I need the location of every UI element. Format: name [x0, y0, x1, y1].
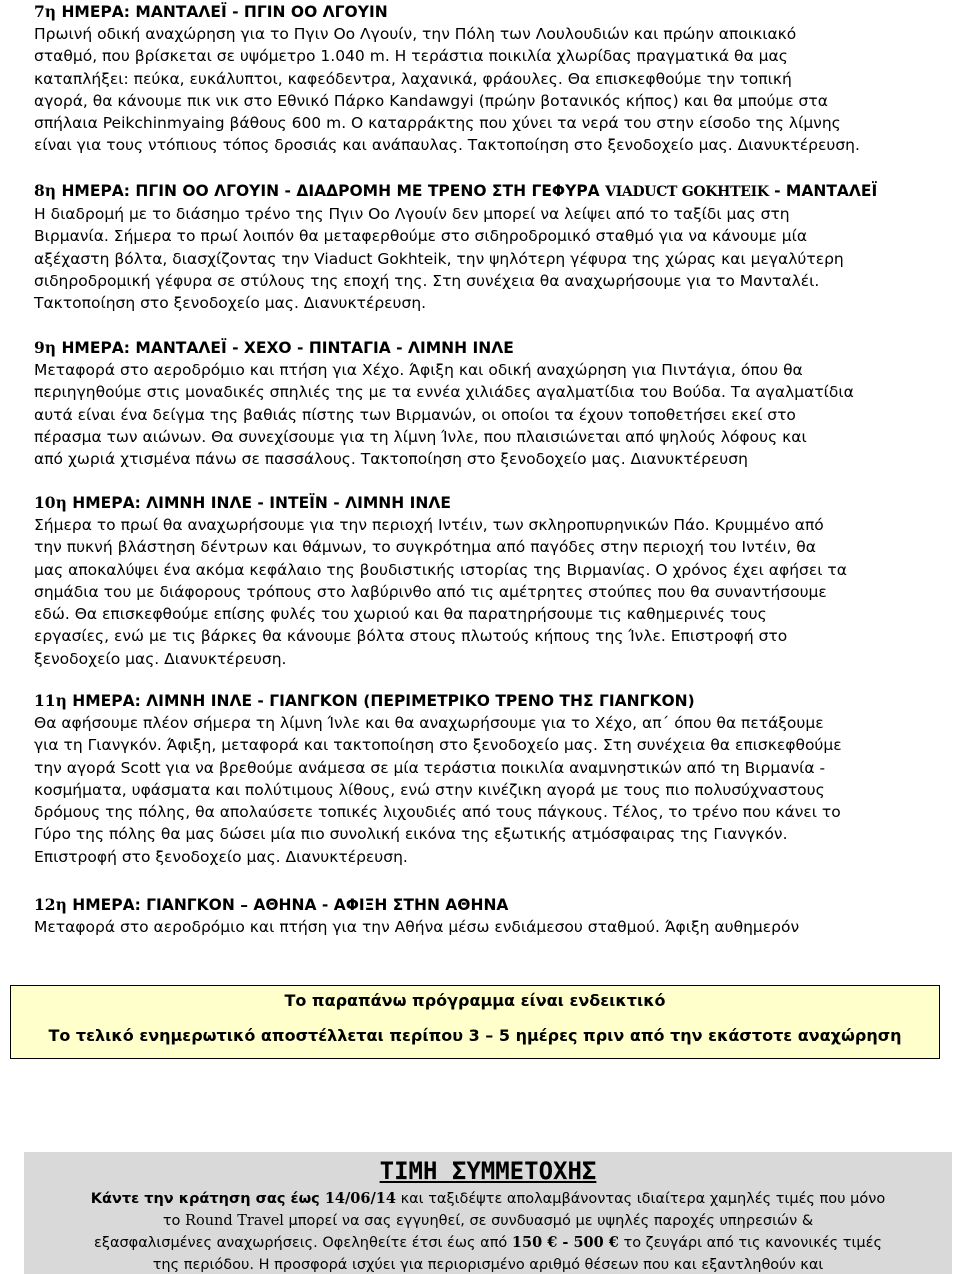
text-line: σπήλαια Peikchinmyaing βάθους 600 m. Ο καταρράκτης που χύνει τα νερά του στην είσοδο της λίμνης — [34, 114, 841, 133]
booking-deadline-date: 14/06/14 — [324, 1190, 396, 1207]
text-line: κοσμήματα, υφάσματα και πολύτιμους λίθους, ενώ στην κινέζικη αγορά με τους πιο πολυσύχναστους — [34, 780, 825, 799]
day-9-section — [34, 337, 937, 470]
text-line: την αγορά Scott για να βρεθούμε ανάμεσα σε μία τεράστια ποικιλία αναμνηστικών από τη Βιρμανία - — [34, 758, 826, 777]
discount-range: 150 € - 500 € — [511, 1234, 619, 1251]
text-line: περιηγηθούμε στις μοναδικές σπηλιές της με τα εννέα χιλιάδες αγαλματίδια του Βούδα. Τα αγαλματίδια — [34, 383, 854, 402]
day-12-heading — [34, 894, 937, 916]
text-line: δρόμους της πόλης, θα απολαύσετε τοπικές λιχουδιές από τους πάγκους. Τέλος, το τρένο που κάνει το — [34, 803, 841, 822]
text-line: σημάδια του με διάφορους τρόπους στο λαβύρινθο από τις αμέτρητες στούπες που θα συναντήσουμε — [34, 582, 827, 601]
day-heading-text: ΗΜΕΡΑ: ΓΙΑΝΓΚΟΝ – ΑΘΗΝΑ - ΑΦΙΞΗ ΣΤΗΝ ΑΘΗΝΑ — [66, 896, 509, 914]
day-heading-latin: VIADUCT GOKHTEIK — [605, 184, 769, 200]
day-7-heading — [34, 1, 937, 23]
text-line: είναι για τους ντόπιους τόπος δροσιάς και ανάπαυλας. Τακτοποίηση στο ξενοδοχείο μας. Διανυκτέρευση. — [34, 136, 860, 155]
day-11-section — [34, 690, 937, 868]
day-number: 10η — [34, 493, 67, 512]
day-12-section — [34, 894, 937, 938]
day-11-description — [34, 712, 937, 868]
text-line: Μεταφορά στο αεροδρόμιο και πτήση για Χέχο. Άφιξη και οδική αναχώρηση για Πιντάγια, όπου θα — [34, 361, 803, 379]
day-number: 8η — [34, 181, 57, 200]
day-heading-text: ΗΜΕΡΑ: ΜΑΝΤΑΛΕΪ - ΧΕΧΟ - ΠΙΝΤΑΓΙΑ - ΛΙΜΝΗ ΙΝΛΕ — [56, 339, 514, 357]
price-line-2-start: το — [162, 1213, 186, 1229]
text-line: μας αποκαλύψει ένα ακόμα κεφάλαιο της βουδιστικής ιστορίας της Βιρμανίας. Ο χρόνος έχει αφήσει τα — [34, 560, 847, 579]
text-line: σταθμό, που βρίσκεται σε υψόμετρο 1.040 m. Η τεράστια ποικιλία χλωρίδας πραγματικά θα μας — [34, 47, 788, 66]
text-line: αυτά είναι ένα δείγμα της βαθιάς πίστης των Βιρμανών, οι οποίοι τα έχουν τοποθετήσει εκεί στο — [34, 405, 796, 424]
day-heading-end: - ΜΑΝΤΑΛΕΪ — [768, 182, 878, 200]
text-line: αξέχαστη βόλτα, διασχίζοντας την Viaduct Gokhteik, την ψηλότερη γέφυρα της χώρας και μεγαλύτερη — [34, 249, 844, 268]
text-line: Μεταφορά στο αεροδρόμιο και πτήση για την Αθήνα μέσω ενδιάμεσου σταθμού. Άφιξη αυθημερόν — [34, 918, 800, 936]
text-line: Πρωινή οδική αναχώρηση για το Πγιν Οο Λγουίν, την Πόλη των Λουλουδιών και πρώην αποικιακό — [34, 25, 797, 43]
text-line: Βιρμανία. Σήμερα το πρωί λοιπόν θα μεταφερθούμε στο σιδηροδρομικό σταθμό για να κάνουμε μία — [34, 227, 808, 246]
notice-line-1: Το παραπάνω πρόγραμμα είναι ενδεικτικό — [284, 991, 666, 1010]
price-line-3 — [30, 1232, 946, 1254]
text-line: Γύρο της πόλης θα μας δώσει μία πιο συνολική εικόνα της εξωτικής ατμόσφαιρας της Γιανγκόν. — [34, 825, 788, 844]
day-7-description — [34, 23, 937, 157]
day-8-section — [34, 180, 937, 314]
text-line: Η διαδρομή με το διάσημο τρένο της Πγιν Οο Λγουίν δεν μπορεί να λείψει από το ταξίδι μας στη — [34, 205, 790, 223]
price-line-2-text: μπορεί να σας εγγυηθεί, σε συνδυασμό με υψηλές παροχές υπηρεσιών & — [283, 1213, 814, 1229]
price-line-2 — [30, 1210, 946, 1232]
notice-line-2: Το τελικό ενημερωτικό αποστέλλεται περίπου 3 – 5 ημέρες πριν από την εκάστοτε αναχώρηση — [48, 1026, 902, 1045]
day-heading-text: ΗΜΕΡΑ: ΛΙΜΝΗ ΙΝΛΕ - ΙΝΤΕΪΝ - ΛΙΜΝΗ ΙΝΛΕ — [66, 494, 451, 512]
price-description — [24, 1188, 952, 1274]
day-heading-text: ΗΜΕΡΑ: ΛΙΜΝΗ ΙΝΛΕ - ΓΙΑΝΓΚΟΝ (ΠΕΡΙΜΕΤΡΙΚΟ ΤΡΕΝΟ ΤΗΣ ΓΙΑΝΓΚΟΝ) — [66, 692, 695, 710]
day-12-description — [34, 916, 937, 938]
price-line-4: της περιόδου. Η προσφορά ισχύει για περιορισμένο αριθμό θέσεων που και εξαντληθούν και — [152, 1257, 824, 1273]
text-line: καταπλήξει: πεύκα, ευκάλυπτοι, καφεόδεντρα, λαχανικά, φράουλες. Θα επισκεφθούμε την τοπική — [34, 69, 792, 88]
day-10-section — [34, 492, 937, 670]
text-line: εδώ. Θα επισκεφθούμε επίσης φυλές του χωριού και θα παρατηρήσουμε τις καθημερινές τους — [34, 605, 767, 624]
price-title: ΤΙΜΗ ΣΥΜΜΕΤΟΧΗΣ — [379, 1157, 597, 1185]
day-9-heading — [34, 337, 937, 359]
day-9-description — [34, 359, 937, 470]
text-line: Θα αφήσουμε πλέον σήμερα τη λίμνη Ίνλε και θα αναχωρήσουμε για το Χέχο, απ΄ όπου θα πετάξουμε — [34, 714, 824, 732]
day-8-description — [34, 203, 937, 314]
text-line: Σήμερα το πρωί θα αναχωρήσουμε για την περιοχή Ιντέιν, των σκληροπυρηνικών Πάο. Κρυμμένο από — [34, 516, 824, 534]
day-number: 9η — [34, 338, 57, 357]
price-section — [24, 1152, 952, 1274]
text-line: Τακτοποίηση στο ξενοδοχείο μας. Διανυκτέρευση. — [34, 294, 427, 313]
text-line: εργασίες, ενώ με τις βάρκες θα κάνουμε βόλτα στους πλωτούς κήπους της Ίνλε. Επιστροφή στο — [34, 627, 788, 646]
text-line: την πυκνή βλάστηση δέντρων και θάμνων, το συγκρότημα από παγόδες στην περιοχή του Ιντέιν, θα — [34, 538, 816, 557]
text-line: πέρασμα των αιώνων. Θα συνεχίσουμε για τη λίμνη Ίνλε, που πλαισιώνεται από ψηλούς λόφους και — [34, 427, 807, 446]
text-line: ξενοδοχείο μας. Διανυκτέρευση. — [34, 649, 287, 668]
day-10-description — [34, 514, 937, 670]
price-line-3-text: το ζευγάρι από τις κανονικές τιμές — [618, 1235, 882, 1251]
day-number: 12η — [34, 895, 67, 914]
text-line: αγορά, θα κάνουμε πικ νικ στο Εθνικό Πάρκο Kandawgyi (πρώην βοτανικός κήπος) και θα μπούμε στα — [34, 91, 828, 110]
day-7-section — [34, 1, 937, 157]
text-line: Επιστροφή στο ξενοδοχείο μας. Διανυκτέρευση. — [34, 847, 408, 866]
price-line-1 — [30, 1188, 946, 1210]
price-line-3-start: εξασφαλισμένες αναχωρήσεις. Οφεληθείτε έτσι έως από — [94, 1235, 512, 1251]
text-line: για τη Γιανγκόν. Άφιξη, μεταφορά και τακτοποίηση στο ξενοδοχείο μας. Στη συνέχεια θα επισκεφθούμε — [34, 736, 842, 755]
day-8-heading — [34, 180, 937, 203]
text-line: σιδηροδρομική γέφυρα σε στύλους της εποχή της. Στη συνέχεια θα αναχωρήσουμε για το Μανταλέι. — [34, 271, 820, 290]
day-number: 11η — [34, 691, 67, 710]
company-name: Round Travel — [185, 1213, 284, 1229]
day-10-heading — [34, 492, 937, 514]
day-heading-text: ΗΜΕΡΑ: ΜΑΝΤΑΛΕΪ - ΠΓΙΝ ΟΟ ΛΓΟΥΙΝ — [56, 3, 388, 21]
price-line-1-text: και ταξιδέψτε απολαμβάνοντας ιδιαίτερα χαμηλές τιμές που μόνο — [395, 1191, 886, 1207]
text-line: από χωριά χτισμένα πάνω σε πασσάλους. Τακτοποίηση στο ξενοδοχείο μας. Διανυκτέρευση — [34, 450, 748, 469]
indicative-program-notice — [10, 985, 940, 1059]
day-number: 7η — [34, 2, 57, 21]
day-heading-text: ΗΜΕΡΑ: ΠΓΙΝ ΟΟ ΛΓΟΥΙΝ - ΔΙΑΔΡΟΜΗ ΜΕ ΤΡΕΝΟ ΣΤΗ ΓΕΦΥΡΑ — [56, 182, 606, 200]
booking-deadline-lead: Κάντε την κράτηση σας έως — [90, 1191, 325, 1207]
day-11-heading — [34, 690, 937, 712]
